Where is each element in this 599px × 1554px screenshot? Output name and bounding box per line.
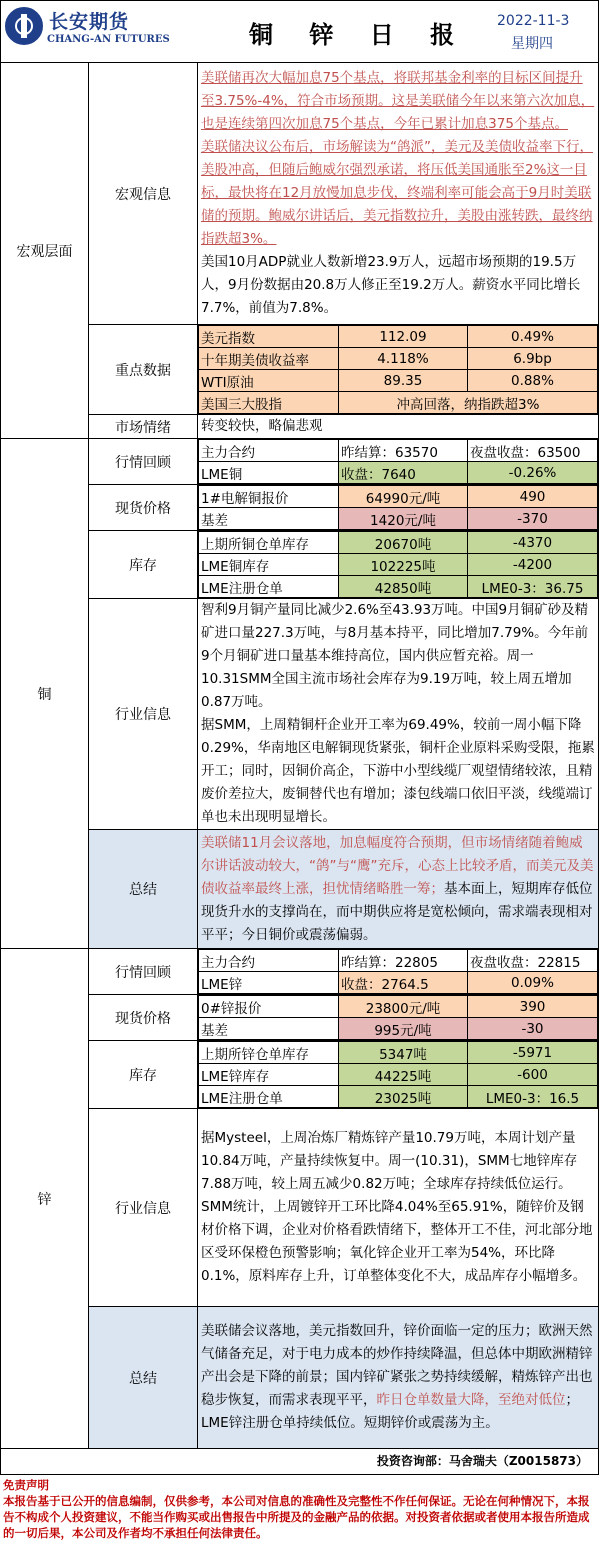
copper-summary-text	[198, 830, 599, 949]
zinc-stock-cell	[198, 1041, 599, 1109]
zinc-stock-label: 库存	[89, 1041, 198, 1109]
macro-para-2: 美联储决议公布后，市场解读为“鸽派”，美元及美债收益率下行，美股冲高，但随后鲍威尔强烈承诺，将压低美国通胀至2%这一目标，最快将在12月放慢加息步伐，终端利率可能会高于9月时美联储的预期。鲍威尔讲话后，美元指数拉升，美股由涨转跌，最终纳指跌超3%。	[201, 139, 593, 247]
disclaimer	[0, 1475, 599, 1543]
row-name: 基差	[199, 508, 339, 530]
copper-spot-cell	[198, 485, 599, 531]
row-b: -370	[468, 508, 598, 530]
macro-info-label: 宏观信息	[89, 63, 198, 325]
key-row-change: 0.49%	[468, 326, 598, 348]
brand-name-cn: 长安期货	[49, 11, 130, 33]
row-name: LME锌库存	[199, 1064, 339, 1086]
copper-industry-label: 行业信息	[89, 599, 198, 830]
row-a: 收盘：2764.5	[339, 972, 468, 994]
row-name: LME铜库存	[199, 554, 339, 576]
report-table	[0, 62, 599, 1449]
copper-stock-cell	[198, 531, 599, 599]
row-b: -0.26%	[468, 462, 598, 484]
disclaimer-title: 免责声明	[3, 1478, 49, 1492]
zinc-industry-para-2: SMM统计，上周镀锌开工环比降4.04%至65.91%，随锌价及钢材价格下调，企业对价格看跌情绪下，整体开工不佳，河北部分地区受环保橙色预警影响；氧化锌企业开工率为54%，环比降0.1%，原料库存上升，订单整体变化不大，成品库存小幅增多。	[201, 1199, 593, 1284]
sentiment-value: 转变较快，略偏悲观	[198, 415, 599, 439]
row-b: LME0-3：36.75	[468, 576, 598, 598]
row-b: 夜盘收盘：63500	[468, 440, 598, 462]
copper-stock-label: 库存	[89, 531, 198, 599]
row-a: 23025吨	[339, 1086, 468, 1108]
row-a: 1420元/吨	[339, 508, 468, 530]
key-row-name: 美元指数	[199, 326, 339, 348]
key-data-label: 重点数据	[89, 325, 198, 415]
zinc-stock-table	[198, 1041, 598, 1108]
key-row-value: 89.35	[339, 370, 468, 392]
row-b: LME0-3：16.5	[468, 1086, 598, 1108]
key-row-change: 6.9bp	[468, 348, 598, 370]
copper-stock-table	[198, 531, 598, 598]
copper-section-label: 铜	[1, 439, 89, 949]
copper-industry-text	[198, 599, 599, 830]
zinc-summary-part-1: 美联储会议落地，美元指数回升，锌价面临一定的压力；欧洲天然气储备充足，对于电力成本的炒作持续降温，但总体中期欧洲精锌产出会是下降的前景；国内锌矿紧张之势持续缓解，精炼锌产出也稳步恢复，而需求表现平平，	[201, 1323, 593, 1408]
key-row-value: 4.118%	[339, 348, 468, 370]
zinc-review-cell	[198, 949, 599, 995]
disclaimer-text: 本报告基于已公开的信息编制，仅供参考，本公司对信息的准确性及完整性不作任何保证。无论在何种情况下，本报告不构成个人投资建议，不能当作购买或出售报告中所提及的金融产品的依据。对投资者依据或者使用本报告所造成的一切后果，本公司及作者均不承担任何法律责任。	[3, 1494, 590, 1540]
row-name: 主力合约	[199, 440, 339, 462]
row-name: 主力合约	[199, 950, 339, 972]
macro-info-text	[198, 63, 599, 325]
stocks-name: 美国三大股指	[199, 392, 339, 414]
row-a: 102225吨	[339, 554, 468, 576]
zinc-spot-cell	[198, 995, 599, 1041]
row-a: 23800元/吨	[339, 996, 468, 1018]
row-name: 上期所锌仓单库存	[199, 1042, 339, 1064]
row-b: -600	[468, 1064, 598, 1086]
key-row-change: 0.88%	[468, 370, 598, 392]
copper-review-cell	[198, 439, 599, 485]
row-name: LME铜	[199, 462, 339, 484]
zinc-spot-label: 现货价格	[89, 995, 198, 1041]
contact-info: 投资咨询部：马舍瑞夫（Z0015873）	[0, 1449, 599, 1475]
zinc-industry-label: 行业信息	[89, 1109, 198, 1307]
macro-para-1: 美联储再次大幅加息75个基点，将联邦基金利率的目标区间提升至3.75%-4%，符合市场预期。这是美联储今年以来第六次加息，也是连续第四次加息75个基点，今年已累计加息375个基点。	[201, 70, 595, 132]
copper-summary-highlight: 美联储11月会议落地，加息幅度符合预期，但市场情绪随着鲍威尔讲话波动较大，“鸽”与“鹰”充斥，心态上比较矛盾，而美元及美债收益率最终上涨，担忧情绪略胜一筹；	[201, 834, 594, 897]
row-a: 昨结算：63570	[339, 440, 468, 462]
row-b: 490	[468, 486, 598, 508]
key-data-table	[198, 325, 598, 414]
copper-industry-para-2: 据SMM，上周精铜杆企业开工率为69.49%，较前一周小幅下降0.29%，华南地区电解铜现货紧张，铜杆企业原料采购受限，拖累开工；同时，因铜价高企，下游中小型线缆厂观望情绪较浓，且精废价差拉大，废铜替代也有增加；漆包线端口依旧平淡，线缆端订单也未出现明显增长。	[201, 717, 595, 825]
row-b: 夜盘收盘：22815	[468, 950, 598, 972]
row-name: 0#锌报价	[199, 996, 339, 1018]
key-row-name: 十年期美债收益率	[199, 348, 339, 370]
row-name: LME锌	[199, 972, 339, 994]
row-a: 20670吨	[339, 532, 468, 554]
row-name: LME注册仓单	[199, 576, 339, 598]
copper-spot-label: 现货价格	[89, 485, 198, 531]
stocks-value: 冲高回落，纳指跌超3%	[339, 392, 598, 414]
copper-review-label: 行情回顾	[89, 439, 198, 485]
report-date: 2022-11-3	[497, 13, 570, 29]
row-name: 基差	[199, 1018, 339, 1040]
copper-summary-rest: 基本面上，短期库存低位现货升水的支撑尚在，而中期供应将是宽松倾向，需求端表现相对平平；今日铜价或震荡偏弱。	[201, 880, 593, 943]
row-b: -30	[468, 1018, 598, 1040]
row-name: 上期所铜仓单库存	[199, 532, 339, 554]
zinc-review-table	[198, 949, 598, 994]
row-a: 昨结算：22805	[339, 950, 468, 972]
row-a: 42850吨	[339, 576, 468, 598]
zinc-summary-highlight: 昨日仓单数量大降，至绝对低位	[376, 1392, 566, 1408]
copper-review-table	[198, 439, 598, 484]
row-b: -5971	[468, 1042, 598, 1064]
key-data-cell	[198, 325, 599, 415]
zinc-summary-part-2: ；LME锌注册仓单持续低位。短期锌价或震荡为主。	[201, 1392, 579, 1431]
zinc-industry-para-1: 据Mysteel，上周冶炼厂精炼锌产量10.79万吨，本周计划产量10.84万吨，产量持续恢复中。周一(10.31)，SMM七地锌库存7.88万吨，较上周五减少0.82万吨；全球库存持续低位运行。	[201, 1130, 578, 1192]
zinc-summary-text	[198, 1307, 599, 1449]
copper-spot-table	[198, 485, 598, 530]
row-b: -4200	[468, 554, 598, 576]
report-weekday: 星期四	[511, 36, 553, 52]
zinc-section-label: 锌	[1, 949, 89, 1449]
row-a: 收盘：7640	[339, 462, 468, 484]
macro-para-3: 美国10月ADP就业人数新增23.9万人，远超市场预期的19.5万人，9月份数据由20.8万人修正至19.2万人。薪资水平同比增长7.7%，前值为7.8%。	[201, 254, 581, 316]
row-a: 44225吨	[339, 1064, 468, 1086]
key-row-value: 112.09	[339, 326, 468, 348]
brand-name-en: CHANG-AN FUTURES	[47, 34, 170, 45]
row-b: -4370	[468, 532, 598, 554]
copper-industry-para-1: 智利9月铜产量同比减少2.6%至43.93万吨。中国9月铜矿砂及精矿进口量227.3万吨，与8月基本持平，同比增加7.79%。今年前9个月铜矿进口量基本维持高位，国内供应暂充裕。周一10.31SMM全国主流市场社会库存为9.19万吨，较上周五增加0.87万吨。	[201, 602, 589, 710]
macro-section-label: 宏观层面	[1, 63, 89, 439]
row-b: 0.09%	[468, 972, 598, 994]
company-logo-icon	[5, 7, 43, 45]
sentiment-label: 市场情绪	[89, 415, 198, 439]
row-a: 64990元/吨	[339, 486, 468, 508]
zinc-industry-text	[198, 1109, 599, 1307]
row-a: 5347吨	[339, 1042, 468, 1064]
report-header	[0, 0, 599, 62]
row-b: 390	[468, 996, 598, 1018]
row-name: 1#电解铜报价	[199, 486, 339, 508]
key-row-name: WTI原油	[199, 370, 339, 392]
report-title: 铜 锌 日 报	[249, 21, 469, 49]
zinc-spot-table	[198, 995, 598, 1040]
copper-summary-label: 总结	[89, 830, 198, 949]
row-a: 995元/吨	[339, 1018, 468, 1040]
row-name: LME注册仓单	[199, 1086, 339, 1108]
zinc-summary-label: 总结	[89, 1307, 198, 1449]
zinc-review-label: 行情回顾	[89, 949, 198, 995]
